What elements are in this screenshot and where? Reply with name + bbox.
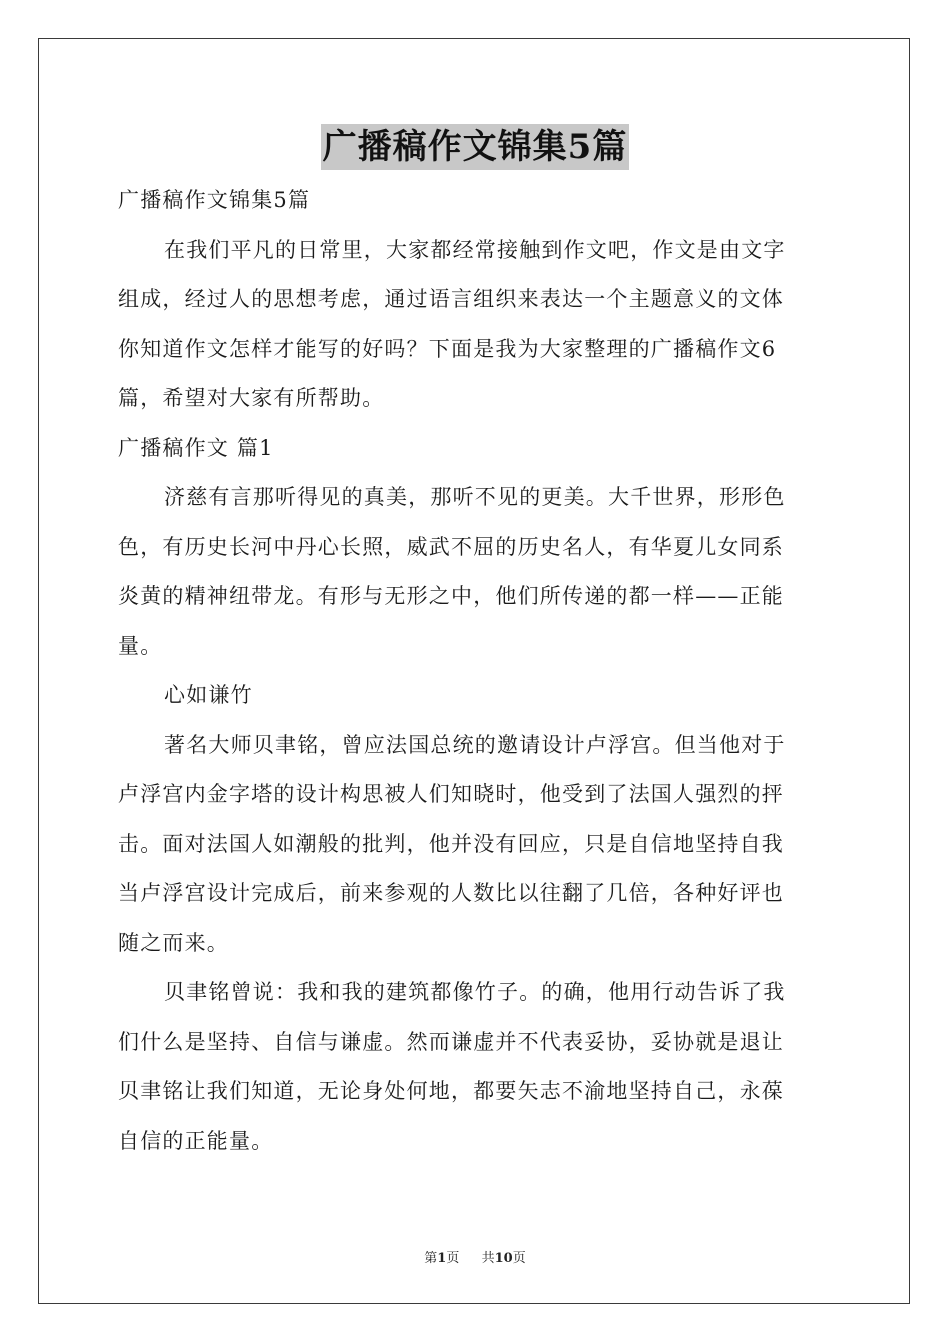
text-line: 贝聿铭曾说：我和我的建筑都像竹子。的确，他用行动告诉了我 <box>164 980 786 1004</box>
text-line: 们什么是坚持、自信与谦虚。然而谦虚并不代表妥协，妥协就是退让 <box>118 1029 784 1054</box>
text-line: 当卢浮宫设计完成后，前来参观的人数比以往翻了几倍，各种好评也 <box>118 881 784 905</box>
current-page-number: 1 <box>437 1251 447 1266</box>
total-suffix: 页 <box>512 1251 526 1266</box>
text-line: 篇，希望对大家有所帮助。 <box>118 386 385 410</box>
text-line: 济慈有言那听得见的真美，那听不见的更美。大千世界，形形色 <box>164 485 786 509</box>
text-line: 著名大师贝聿铭，曾应法国总统的邀请设计卢浮宫。但当他对于 <box>164 732 786 757</box>
text-line: 卢浮宫内金字塔的设计构思被人们知晓时，他受到了法国人强烈的抨 <box>118 782 784 806</box>
text-line: 击。面对法国人如潮般的批判，他并没有回应，只是自信地坚持自我 <box>118 831 784 856</box>
text-line: 心如谦竹 <box>164 683 253 707</box>
document-title: 广播稿作文锦集5篇 <box>321 124 630 170</box>
text-line: 贝聿铭让我们知道，无论身处何地，都要矢志不渝地坚持自己，永葆 <box>118 1079 784 1103</box>
page-suffix: 页 <box>446 1251 460 1266</box>
text-line: 炎黄的精神纽带龙。有形与无形之中，他们所传递的都一样——正能 <box>118 584 784 608</box>
document-body <box>118 176 834 1166</box>
text-line: 自信的正能量。 <box>118 1128 274 1153</box>
text-line: 广播稿作文 篇1 <box>118 435 274 460</box>
text-line: 色，有历史长河中丹心长照，威武不屈的历史名人，有华夏儿女同系 <box>118 534 784 559</box>
page-number-label <box>424 1251 463 1266</box>
total-prefix: 共 <box>481 1251 495 1266</box>
text-line: 在我们平凡的日常里，大家都经常接触到作文吧，作文是由文字 <box>164 237 786 262</box>
page-footer <box>0 1247 950 1266</box>
text-line: 你知道作文怎样才能写的好吗？下面是我为大家整理的广播稿作文6 <box>118 336 777 361</box>
page-total-label <box>482 1251 526 1266</box>
text-line: 量。 <box>118 633 163 658</box>
text-line: 随之而来。 <box>118 930 229 955</box>
total-page-number: 10 <box>494 1251 513 1266</box>
page-prefix: 第 <box>424 1251 438 1266</box>
text-line: 组成，经过人的思想考虑，通过语言组织来表达一个主题意义的文体 <box>118 287 784 311</box>
title-container <box>0 124 950 170</box>
text-line: 广播稿作文锦集5篇 <box>118 188 311 212</box>
